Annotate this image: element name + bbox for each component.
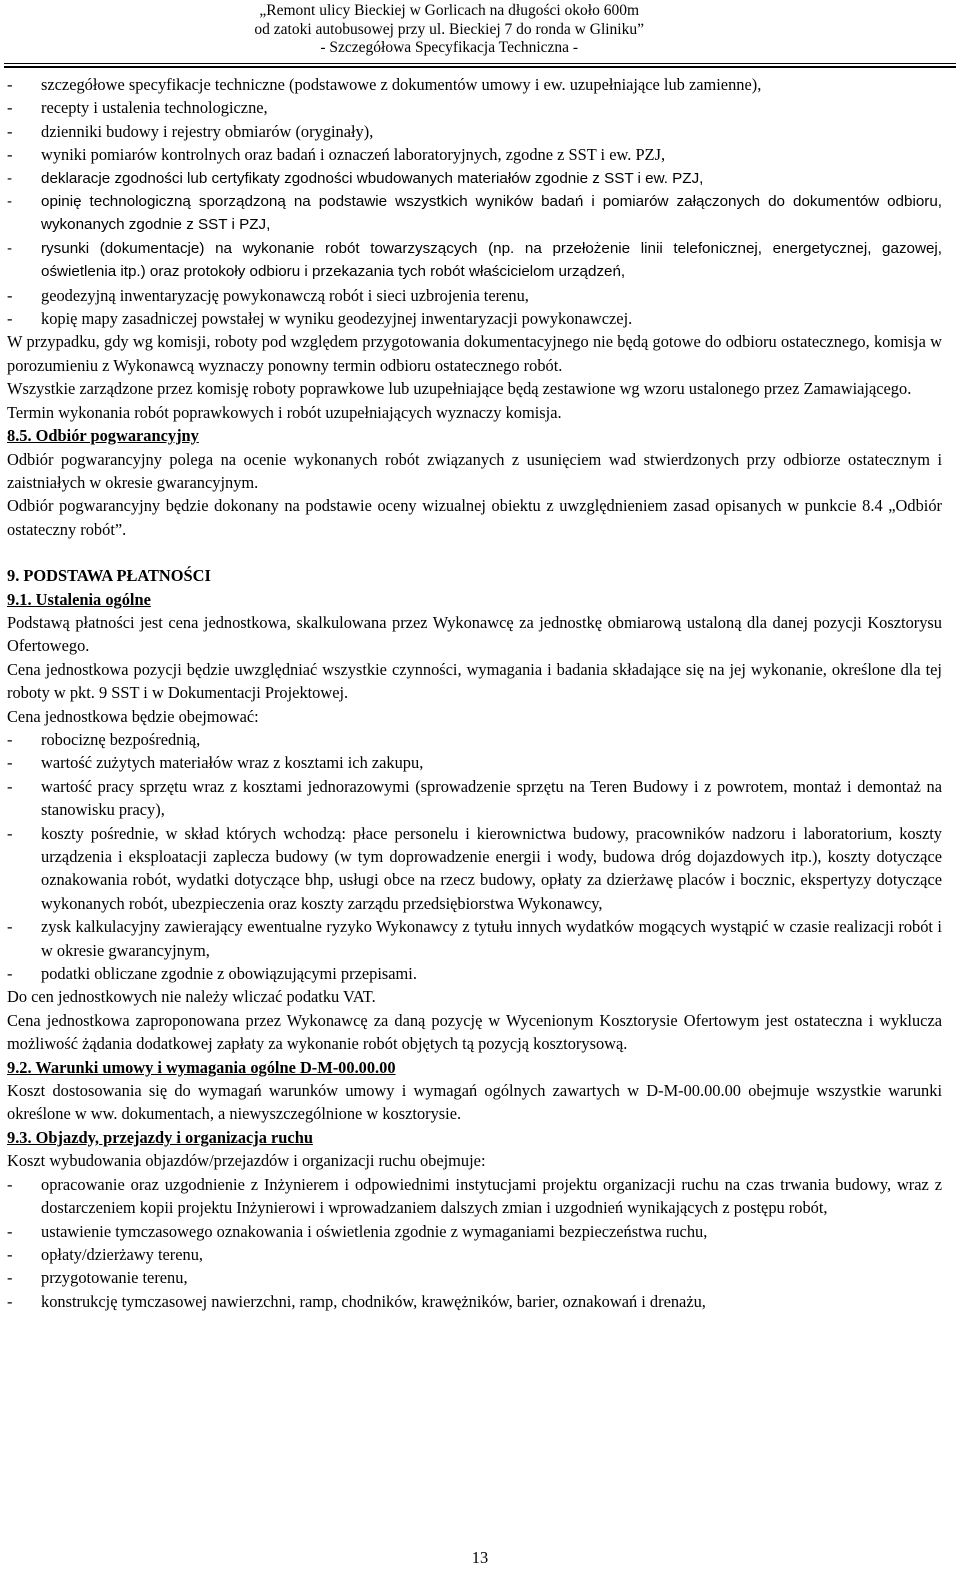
section-heading-8-5: 8.5. Odbiór pogwarancyjny [7, 426, 199, 446]
list-item [7, 307, 942, 330]
list-item-text: ustawienie tymczasowego oznakowania i oświetlenia zgodnie z wymaganiami bezpieczeństwa ruchu, [41, 1221, 708, 1241]
document-body [7, 73, 942, 1313]
list-dash: - [7, 193, 13, 211]
list-item [7, 751, 942, 774]
header-subtitle: - Szczegółowa Specyfikacja Techniczna - [320, 39, 579, 56]
list-item [7, 1243, 942, 1266]
list-dash: - [7, 917, 13, 937]
documents-list [7, 73, 942, 330]
list-item-text: szczegółowe specyfikacje techniczne (podstawowe z dokumentów umowy i ew. uzupełniające lub zamienne), [41, 75, 762, 94]
list-dash: - [7, 964, 13, 984]
list-dash: - [7, 1291, 13, 1311]
list-dash: - [7, 239, 13, 257]
list-item [7, 1220, 942, 1243]
paragraph: Koszt dostosowania się do wymagań warunków umowy i wymagań ogólnych zawartych w D-M-00.00.00 obejmuje wszystkie warunki określone w ww. dokumentach, a niewyszczególnione w kosztorysie. [7, 1081, 942, 1124]
list-dash: - [7, 145, 13, 165]
list-dash: - [7, 753, 13, 773]
list-item-text: recepty i ustalenia technologiczne, [41, 98, 268, 118]
list-item [7, 143, 942, 166]
list-item-text: podatki obliczane zgodnie z obowiązującymi przepisami. [41, 964, 417, 984]
list-item [7, 96, 942, 119]
list-dash: - [7, 823, 13, 843]
list-dash: - [7, 729, 13, 749]
traffic-organization-list [7, 1173, 942, 1313]
list-item [7, 1266, 942, 1289]
list-item-text: deklaracje zgodności lub certyfikaty zgodności wbudowanych materiałów zgodnie z SST i ew. PZJ, [41, 169, 704, 187]
list-item [7, 775, 942, 822]
price-components-list [7, 728, 942, 985]
paragraph: Podstawą płatności jest cena jednostkowa, skalkulowana przez Wykonawcę za jednostkę obmiarową ustaloną dla danej pozycji Kosztorysu Ofertowego. [7, 612, 942, 656]
page-number: 13 [471, 1548, 489, 1567]
header-divider-thick [4, 66, 956, 68]
paragraph: Cena jednostkowa pozycji będzie uwzględniać wszystkie czynności, wymagania i badania składające się na jej wykonanie, określone dla tej roboty w pkt. 9 SST i w Dokumentacji Projektowej. [7, 659, 942, 703]
list-item-text: wartość zużytych materiałów wraz z kosztami ich zakupu, [41, 753, 424, 773]
section-heading-9: 9. PODSTAWA PŁATNOŚCI [7, 566, 211, 586]
list-item-text: geodezyjną inwentaryzację powykonawczą robót i sieci uzbrojenia terenu, [41, 285, 529, 305]
paragraph: Koszt wybudowania objazdów/przejazdów i organizacji ruchu obejmuje: [7, 1151, 486, 1171]
list-dash: - [7, 121, 13, 141]
list-dash: - [7, 169, 13, 187]
section-heading-9-2: 9.2. Warunki umowy i wymagania ogólne D-M-00.00.00 [7, 1057, 396, 1077]
list-item [7, 822, 942, 916]
list-item-text: koszty pośrednie, w skład których wchodzą: płace personelu i kierownictwa budowy, pracowników nadzoru i laboratorium, koszty urządzenia i eksploatacji zaplecza budowy (w tym doprowadzenie energii i wody, budowa dróg dojazdowych itp.), koszty dotyczące oznakowania robót, wydatki dotyczące bhp, usługi obce na rzecz budowy, opłaty za dzierżawę placów i bocznic, ekspertyzy dotyczące wykonanych robót, ubezpieczenia oraz koszty zarządu przedsiębiorstwa Wykonawcy, [41, 823, 942, 913]
list-item-text: opłaty/dzierżawy terenu, [41, 1244, 204, 1264]
list-item-text: wartość pracy sprzętu wraz z kosztami jednorazowymi (sprowadzenie sprzętu na Teren Budowy i z powrotem, montaż i demontaż na stanowisku pracy), [41, 776, 942, 820]
list-item [7, 1290, 942, 1313]
list-item-text: dzienniki budowy i rejestry obmiarów (oryginały), [41, 121, 374, 141]
list-item-text: kopię mapy zasadniczej powstałej w wyniku geodezyjnej inwentaryzacji powykonawczej. [41, 309, 633, 329]
list-item [7, 284, 942, 307]
list-item-text: opracowanie oraz uzgodnienie z Inżynierem i odpowiednimi instytucjami projektu organizacji ruchu na czas trwania budowy, wraz z dostarczeniem kopii projektu Inżynierowi i wprowadzaniem dalszych zmian i uzgodnień wynikających z postępu robót, [41, 1174, 942, 1218]
header-title-line-2: od zatoki autobusowej przy ul. Bieckiej 7 do ronda w Gliniku” [254, 20, 644, 38]
list-item [7, 167, 942, 190]
list-item [7, 120, 942, 143]
list-item [7, 73, 942, 96]
list-dash: - [7, 1244, 13, 1264]
list-dash: - [7, 1268, 13, 1288]
paragraph: Wszystkie zarządzone przez komisję roboty poprawkowe lub uzupełniające będą zestawione wg wzoru ustalonego przez Zamawiającego. [7, 379, 912, 399]
list-dash: - [7, 1174, 13, 1194]
section-heading-9-3: 9.3. Objazdy, przejazdy i organizacja ruchu [7, 1127, 313, 1147]
header-title-line-1: „Remont ulicy Bieckiej w Gorlicach na długości około 600m [259, 2, 640, 19]
list-dash: - [7, 1221, 13, 1241]
paragraph: Odbiór pogwarancyjny będzie dokonany na podstawie oceny wizualnej obiektu z uwzględnieniem zasad opisanych w punkcie 8.4 „Odbiór ostateczny robót”. [7, 496, 942, 539]
paragraph: Do cen jednostkowych nie należy wliczać podatku VAT. [7, 987, 376, 1007]
list-item-text: konstrukcję tymczasowej nawierzchni, ramp, chodników, krawężników, barier, oznakowań i drenażu, [41, 1291, 706, 1311]
blank-line [7, 541, 942, 564]
list-item-text: robociznę bezpośrednią, [41, 729, 201, 749]
paragraph: Termin wykonania robót poprawkowych i robót uzupełniających wyznaczy komisja. [7, 402, 562, 422]
paragraph: Cena jednostkowa zaproponowana przez Wykonawcę za daną pozycję w Wycenionym Kosztorysie Ofertowym jest ostateczna i wyklucza możliwość żądania dodatkowej zapłaty za wykonanie robót objętych tą pozycją kosztorysową. [7, 1010, 942, 1054]
list-item [7, 190, 942, 237]
list-item [7, 915, 942, 962]
list-item [7, 1173, 942, 1220]
paragraph: Odbiór pogwarancyjny polega na ocenie wykonanych robót związanych z usunięciem wad stwierdzonych przy odbiorze ostatecznym i zaistniałych w okresie gwarancyjnym. [7, 449, 942, 492]
list-item [7, 728, 942, 751]
section-heading-9-1: 9.1. Ustalenia ogólne [7, 589, 151, 609]
list-item-text: rysunki (dokumentacje) na wykonanie robót towarzyszących (np. na przełożenie linii telefonicznej, energetycznej, gazowej, oświetlenia itp.) oraz protokoły odbioru i przekazania tych robót właścicielom urządzeń, [41, 239, 942, 281]
list-dash: - [7, 309, 13, 329]
list-dash: - [7, 98, 13, 118]
list-dash: - [7, 776, 13, 796]
paragraph: W przypadku, gdy wg komisji, roboty pod względem przygotowania dokumentacyjnego nie będą gotowe do odbioru ostatecznego, komisja w porozumieniu z Wykonawcą wyznaczy ponowny termin odbioru ostatecznego robót. [7, 332, 942, 375]
list-item-text: zysk kalkulacyjny zawierający ewentualne ryzyko Wykonawcy z tytułu innych wydatków mogących wystąpić w czasie realizacji robót i w okresie gwarancyjnym, [41, 917, 942, 960]
page-header [0, 2, 960, 58]
list-item-text: przygotowanie terenu, [41, 1268, 188, 1288]
list-item-text: wyniki pomiarów kontrolnych oraz badań i oznaczeń laboratoryjnych, zgodne z SST i ew. PZJ, [41, 145, 666, 165]
header-divider-thin [4, 63, 956, 64]
list-item [7, 962, 942, 985]
list-item [7, 237, 942, 284]
list-item-text: opinię technologiczną sporządzoną na podstawie wszystkich wyników badań i pomiarów załączonych do dokumentów odbioru, wykonanych zgodnie z SST i PZJ, [41, 193, 942, 234]
list-dash: - [7, 285, 13, 305]
paragraph: Cena jednostkowa będzie obejmować: [7, 706, 259, 726]
list-dash: - [7, 75, 13, 94]
